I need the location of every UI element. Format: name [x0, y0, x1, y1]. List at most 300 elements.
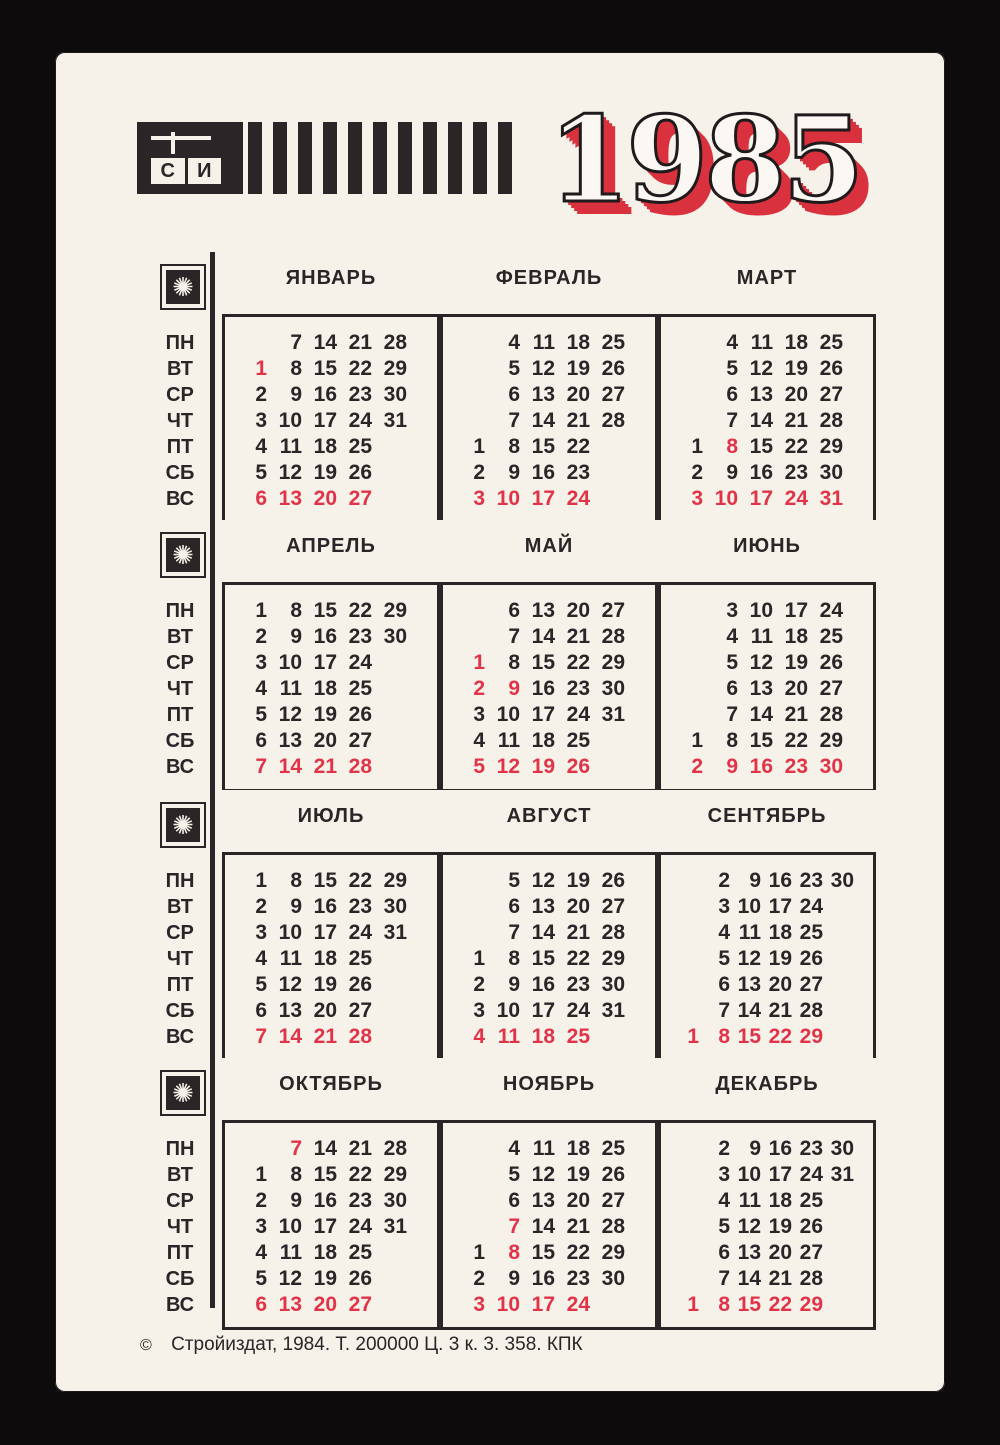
day-cell: 20 — [566, 383, 590, 406]
week-column — [306, 330, 337, 512]
day-cell: 29 — [383, 869, 407, 892]
month-name: ОКТЯБРЬ — [222, 1058, 440, 1110]
day-cell: 16 — [313, 1189, 337, 1212]
day-cell: 4 — [508, 331, 520, 354]
day-cell: 22 — [348, 1163, 372, 1186]
day-cell: 24 — [348, 921, 372, 944]
week-column — [827, 1136, 854, 1318]
day-cell: 23 — [784, 461, 808, 484]
weekday-label: ВС — [165, 1026, 195, 1048]
week-column — [827, 868, 854, 1050]
day-cell: 29 — [819, 729, 843, 752]
day-cell: 21 — [566, 1215, 590, 1238]
day-cell: 24 — [566, 1293, 590, 1316]
day-cell: 6 — [718, 1241, 730, 1264]
day-cell: 14 — [531, 409, 555, 432]
day-cell: 18 — [531, 1025, 555, 1048]
day-cell: 31 — [830, 1163, 854, 1186]
day-cell: 6 — [255, 729, 267, 752]
month-name: СЕНТЯБРЬ — [658, 790, 876, 842]
day-cell: 22 — [566, 651, 590, 674]
sun-glyph: ✺ — [166, 538, 200, 572]
day-cell: 2 — [473, 677, 485, 700]
day-cell: 26 — [601, 1163, 625, 1186]
day-cell: 14 — [737, 1267, 761, 1290]
week-column — [236, 598, 267, 780]
day-cell: 15 — [313, 1163, 337, 1186]
day-cell: 21 — [768, 1267, 792, 1290]
day-cell: 14 — [313, 1137, 337, 1160]
day-cell: 8 — [718, 1293, 730, 1316]
day-cell: 12 — [496, 755, 520, 778]
day-cell: 7 — [508, 921, 520, 944]
month-name: ЯНВАРЬ — [222, 252, 440, 304]
day-cell: 1 — [255, 1163, 267, 1186]
weekday-label: СБ — [165, 1000, 195, 1022]
day-cell: 5 — [726, 357, 738, 380]
month-name: МАРТ — [658, 252, 876, 304]
day-cell: 26 — [819, 357, 843, 380]
day-cell: 10 — [496, 703, 520, 726]
day-cell: 27 — [799, 973, 823, 996]
day-cell: 16 — [531, 973, 555, 996]
day-cell: 27 — [348, 729, 372, 752]
day-cell: 4 — [255, 947, 267, 970]
weekday-labels — [152, 870, 208, 1052]
day-cell: 11 — [279, 947, 302, 970]
weekday-label: ПТ — [166, 436, 194, 458]
week-column — [796, 1136, 823, 1318]
week-column — [672, 598, 703, 780]
day-cell: 11 — [738, 1189, 761, 1212]
weekday-label: ВТ — [167, 1164, 193, 1186]
weekday-label: ПТ — [166, 974, 194, 996]
day-cell: 13 — [278, 487, 302, 510]
day-cell: 5 — [718, 1215, 730, 1238]
day-cell: 9 — [508, 1267, 520, 1290]
weekday-label: ВС — [165, 1294, 195, 1316]
day-cell: 16 — [313, 625, 337, 648]
weekday-label: ВТ — [167, 626, 193, 648]
week-column — [559, 868, 590, 1050]
day-cell: 21 — [566, 625, 590, 648]
day-cell: 28 — [348, 755, 372, 778]
day-cell: 22 — [784, 729, 808, 752]
day-cell: 20 — [313, 729, 337, 752]
day-cell: 29 — [601, 1241, 625, 1264]
day-cell: 28 — [383, 331, 407, 354]
month-name: ИЮНЬ — [658, 520, 876, 572]
day-cell: 12 — [531, 1163, 555, 1186]
day-cell: 24 — [784, 487, 808, 510]
week-column — [489, 868, 520, 1050]
week-column — [777, 598, 808, 780]
weekday-label: ВС — [165, 488, 195, 510]
day-cell: 27 — [601, 895, 625, 918]
week-column — [765, 868, 792, 1050]
day-cell: 21 — [348, 1137, 372, 1160]
day-cell: 12 — [278, 1267, 302, 1290]
sun-glyph: ✺ — [166, 1076, 200, 1110]
day-cell: 1 — [687, 1025, 699, 1048]
week-column — [734, 1136, 761, 1318]
day-cell: 25 — [601, 1137, 625, 1160]
day-cell: 24 — [566, 487, 590, 510]
day-cell: 8 — [508, 947, 520, 970]
week-column — [524, 598, 555, 780]
day-cell: 9 — [290, 625, 302, 648]
day-cell: 18 — [566, 1137, 590, 1160]
day-cell: 4 — [726, 331, 738, 354]
imprint-footer — [140, 1334, 583, 1356]
weekday-label: ЧТ — [166, 948, 194, 970]
week-column — [271, 330, 302, 512]
day-cell: 17 — [531, 487, 555, 510]
day-cell: 6 — [726, 383, 738, 406]
day-cell: 13 — [531, 1189, 555, 1212]
decorative-bar — [248, 122, 262, 194]
day-cell: 17 — [784, 599, 808, 622]
day-cell: 24 — [566, 703, 590, 726]
day-cell: 4 — [726, 625, 738, 648]
week-column — [454, 598, 485, 780]
day-cell: 26 — [819, 651, 843, 674]
day-cell: 24 — [819, 599, 843, 622]
day-cell: 11 — [497, 1025, 520, 1048]
day-cell: 2 — [473, 973, 485, 996]
day-cell: 28 — [601, 409, 625, 432]
weekday-label: ПН — [165, 332, 195, 354]
day-cell: 15 — [313, 869, 337, 892]
day-cell: 19 — [768, 1215, 792, 1238]
day-cell: 9 — [749, 1137, 761, 1160]
day-cell: 14 — [531, 921, 555, 944]
day-cell: 30 — [601, 677, 625, 700]
day-cell: 28 — [601, 1215, 625, 1238]
week-column — [594, 1136, 625, 1318]
day-cell: 24 — [566, 999, 590, 1022]
day-cell: 30 — [819, 755, 843, 778]
day-cell: 1 — [255, 869, 267, 892]
day-cell: 2 — [718, 869, 730, 892]
month-name: ФЕВРАЛЬ — [440, 252, 658, 304]
day-cell: 8 — [718, 1025, 730, 1048]
decorative-bar — [323, 122, 337, 194]
day-cell: 18 — [784, 331, 808, 354]
week-column — [594, 598, 625, 780]
day-cell: 17 — [313, 409, 337, 432]
day-cell: 27 — [348, 999, 372, 1022]
day-cell: 18 — [531, 729, 555, 752]
day-cell: 13 — [749, 677, 773, 700]
day-cell: 5 — [508, 357, 520, 380]
day-cell: 15 — [749, 435, 773, 458]
day-cell: 20 — [784, 677, 808, 700]
day-cell: 9 — [726, 755, 738, 778]
day-cell: 17 — [768, 1163, 792, 1186]
day-cell: 11 — [738, 921, 761, 944]
week-column — [341, 598, 372, 780]
day-cell: 15 — [313, 357, 337, 380]
day-cell: 28 — [348, 1025, 372, 1048]
day-cell: 7 — [255, 1025, 267, 1048]
day-cell: 6 — [718, 973, 730, 996]
day-cell: 31 — [383, 1215, 407, 1238]
day-cell: 6 — [508, 895, 520, 918]
day-cell: 28 — [819, 703, 843, 726]
day-cell: 8 — [290, 1163, 302, 1186]
day-cell: 11 — [750, 331, 773, 354]
day-cell: 13 — [278, 1293, 302, 1316]
day-cell: 7 — [290, 1137, 302, 1160]
week-column — [454, 330, 485, 512]
day-cell: 22 — [768, 1293, 792, 1316]
day-cell: 2 — [473, 1267, 485, 1290]
day-cell: 29 — [383, 599, 407, 622]
sun-glyph: ✺ — [166, 270, 200, 304]
weekday-label: ВТ — [167, 358, 193, 380]
week-column — [271, 598, 302, 780]
day-cell: 18 — [768, 1189, 792, 1212]
day-cell: 20 — [768, 973, 792, 996]
day-cell: 11 — [532, 331, 555, 354]
day-cell: 13 — [278, 729, 302, 752]
day-cell: 29 — [383, 1163, 407, 1186]
day-cell: 24 — [799, 1163, 823, 1186]
day-cell: 26 — [601, 869, 625, 892]
day-cell: 3 — [255, 409, 267, 432]
week-column — [376, 1136, 407, 1318]
day-cell: 28 — [799, 999, 823, 1022]
day-cell: 12 — [278, 703, 302, 726]
day-cell: 15 — [737, 1025, 761, 1048]
day-cell: 10 — [749, 599, 773, 622]
day-cell: 25 — [799, 1189, 823, 1212]
week-column — [594, 868, 625, 1050]
day-cell: 12 — [531, 869, 555, 892]
day-cell: 18 — [313, 677, 337, 700]
day-cell: 27 — [799, 1241, 823, 1264]
day-cell: 8 — [290, 599, 302, 622]
day-cell: 10 — [278, 409, 302, 432]
day-cell: 22 — [566, 1241, 590, 1264]
day-cell: 20 — [566, 1189, 590, 1212]
week-column — [812, 598, 843, 780]
day-cell: 22 — [768, 1025, 792, 1048]
week-column — [559, 330, 590, 512]
day-cell: 4 — [508, 1137, 520, 1160]
day-cell: 19 — [313, 461, 337, 484]
day-cell: 23 — [566, 1267, 590, 1290]
day-cell: 14 — [313, 331, 337, 354]
weekday-label: СБ — [165, 1268, 195, 1290]
day-cell: 7 — [290, 331, 302, 354]
day-cell: 3 — [255, 651, 267, 674]
day-cell: 7 — [508, 409, 520, 432]
day-cell: 24 — [348, 651, 372, 674]
day-cell: 29 — [799, 1025, 823, 1048]
day-cell: 14 — [278, 1025, 302, 1048]
day-cell: 4 — [255, 677, 267, 700]
day-cell: 21 — [313, 755, 337, 778]
day-cell: 22 — [784, 435, 808, 458]
day-cell: 15 — [531, 947, 555, 970]
day-cell: 14 — [749, 703, 773, 726]
day-cell: 5 — [255, 703, 267, 726]
day-cell: 1 — [473, 435, 485, 458]
day-cell: 21 — [566, 921, 590, 944]
day-cell: 22 — [566, 947, 590, 970]
day-cell: 16 — [749, 755, 773, 778]
day-cell: 26 — [799, 1215, 823, 1238]
day-cell: 11 — [279, 1241, 302, 1264]
day-cell: 2 — [718, 1137, 730, 1160]
day-cell: 13 — [278, 999, 302, 1022]
day-cell: 4 — [473, 1025, 485, 1048]
day-cell: 9 — [290, 895, 302, 918]
day-cell: 18 — [784, 625, 808, 648]
weekday-labels — [152, 1138, 208, 1320]
day-cell: 6 — [508, 599, 520, 622]
day-cell: 19 — [313, 703, 337, 726]
week-column — [796, 868, 823, 1050]
month-name: ИЮЛЬ — [222, 790, 440, 842]
day-cell: 17 — [313, 651, 337, 674]
month-name: МАЙ — [440, 520, 658, 572]
day-cell: 15 — [749, 729, 773, 752]
day-cell: 17 — [313, 921, 337, 944]
day-cell: 3 — [718, 895, 730, 918]
week-column — [341, 1136, 372, 1318]
day-cell: 31 — [819, 487, 843, 510]
day-cell: 23 — [784, 755, 808, 778]
day-cell: 5 — [255, 1267, 267, 1290]
weekday-label: ЧТ — [166, 678, 194, 700]
day-cell: 8 — [508, 435, 520, 458]
day-cell: 21 — [784, 703, 808, 726]
day-cell: 8 — [290, 357, 302, 380]
day-cell: 23 — [566, 973, 590, 996]
day-cell: 6 — [255, 1293, 267, 1316]
day-cell: 2 — [255, 625, 267, 648]
week-column — [454, 868, 485, 1050]
weekday-label: СБ — [165, 462, 195, 484]
weekday-labels — [152, 332, 208, 514]
decorative-bar — [348, 122, 362, 194]
day-cell: 10 — [737, 1163, 761, 1186]
week-column — [672, 868, 699, 1050]
month-name: ДЕКАБРЬ — [658, 1058, 876, 1110]
day-cell: 30 — [383, 383, 407, 406]
day-cell: 8 — [508, 651, 520, 674]
day-cell: 14 — [531, 1215, 555, 1238]
day-cell: 5 — [718, 947, 730, 970]
day-cell: 21 — [348, 331, 372, 354]
day-cell: 22 — [348, 599, 372, 622]
day-cell: 1 — [255, 599, 267, 622]
week-column — [341, 330, 372, 512]
logo-letter-left: С — [151, 158, 185, 184]
day-cell: 19 — [566, 357, 590, 380]
day-cell: 10 — [278, 1215, 302, 1238]
day-cell: 10 — [278, 921, 302, 944]
day-cell: 16 — [313, 895, 337, 918]
day-cell: 10 — [496, 1293, 520, 1316]
day-cell: 3 — [473, 487, 485, 510]
day-cell: 3 — [473, 1293, 485, 1316]
day-cell: 19 — [531, 755, 555, 778]
day-cell: 10 — [278, 651, 302, 674]
decorative-bars — [248, 122, 528, 194]
day-cell: 25 — [348, 677, 372, 700]
day-cell: 20 — [566, 599, 590, 622]
logo-letter-right: И — [188, 158, 222, 184]
day-cell: 9 — [508, 677, 520, 700]
week-column — [594, 330, 625, 512]
copyright-symbol: © — [140, 1337, 152, 1354]
week-column — [376, 868, 407, 1050]
day-cell: 18 — [313, 435, 337, 458]
decorative-bar — [423, 122, 437, 194]
day-cell: 12 — [531, 357, 555, 380]
day-cell: 30 — [383, 895, 407, 918]
day-cell: 21 — [784, 409, 808, 432]
day-cell: 18 — [313, 947, 337, 970]
day-cell: 13 — [531, 383, 555, 406]
day-cell: 3 — [473, 703, 485, 726]
day-cell: 18 — [313, 1241, 337, 1264]
week-column — [742, 330, 773, 512]
day-cell: 3 — [255, 921, 267, 944]
sun-icon — [160, 532, 206, 578]
day-cell: 19 — [566, 1163, 590, 1186]
day-cell: 30 — [383, 1189, 407, 1212]
day-cell: 13 — [531, 599, 555, 622]
day-cell: 16 — [768, 1137, 792, 1160]
day-cell: 23 — [348, 895, 372, 918]
day-cell: 1 — [687, 1293, 699, 1316]
weekday-label: ПТ — [166, 704, 194, 726]
day-cell: 4 — [255, 435, 267, 458]
day-cell: 10 — [496, 999, 520, 1022]
day-cell: 12 — [278, 973, 302, 996]
day-cell: 28 — [799, 1267, 823, 1290]
day-cell: 29 — [799, 1293, 823, 1316]
day-cell: 19 — [784, 651, 808, 674]
week-column — [524, 1136, 555, 1318]
week-column — [703, 1136, 730, 1318]
day-cell: 9 — [290, 383, 302, 406]
day-cell: 27 — [348, 1293, 372, 1316]
day-cell: 4 — [255, 1241, 267, 1264]
week-column — [489, 330, 520, 512]
weekday-label: СР — [166, 384, 194, 406]
weekday-label: СР — [166, 652, 194, 674]
day-cell: 13 — [749, 383, 773, 406]
day-cell: 7 — [718, 999, 730, 1022]
imprint-text: Стройиздат, 1984. Т. 200000 Ц. 3 к. 3. 358. КПК — [171, 1334, 583, 1355]
day-cell: 23 — [348, 1189, 372, 1212]
day-cell: 22 — [348, 869, 372, 892]
day-cell: 31 — [383, 921, 407, 944]
day-cell: 1 — [691, 435, 703, 458]
day-cell: 11 — [279, 435, 302, 458]
day-cell: 1 — [255, 357, 267, 380]
day-cell: 26 — [799, 947, 823, 970]
day-cell: 5 — [255, 461, 267, 484]
day-cell: 26 — [566, 755, 590, 778]
day-cell: 1 — [473, 651, 485, 674]
